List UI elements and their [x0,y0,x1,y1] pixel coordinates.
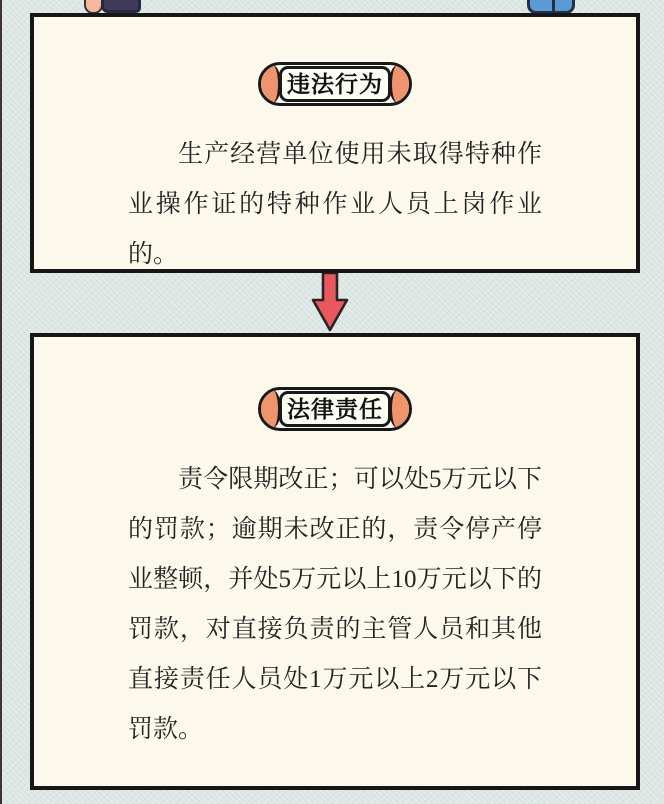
clothing-seam-line [552,0,555,11]
violation-badge-capsule [258,62,412,106]
liability-body-text: 责令限期改正；可以处5万元以下的罚款；逾期未改正的，责令停产停业整顿，并处5万元以上10万元以下的罚款，对直接负责的主管人员和其他直接责任人员处1万元以上2万元以下罚款。 [128,466,542,743]
liability-card [30,333,640,790]
badge-right-cap-decoration [389,390,409,428]
right-person-clothing-fragment [527,0,575,14]
badge-left-cap-decoration [261,390,281,428]
violation-badge-label: 违法行为 [279,66,391,102]
down-arrow-icon [310,273,350,333]
left-person-clothing-fragment [101,0,141,13]
violation-card [30,13,640,273]
badge-left-cap-decoration [261,65,281,103]
left-edge-line [0,0,2,804]
liability-badge-capsule [258,387,412,431]
badge-right-cap-decoration [389,65,409,103]
liability-badge-label: 法律责任 [279,391,391,427]
violation-body-text: 生产经营单位使用未取得特种作业操作证的特种作业人员上岗作业的。 [128,141,542,268]
